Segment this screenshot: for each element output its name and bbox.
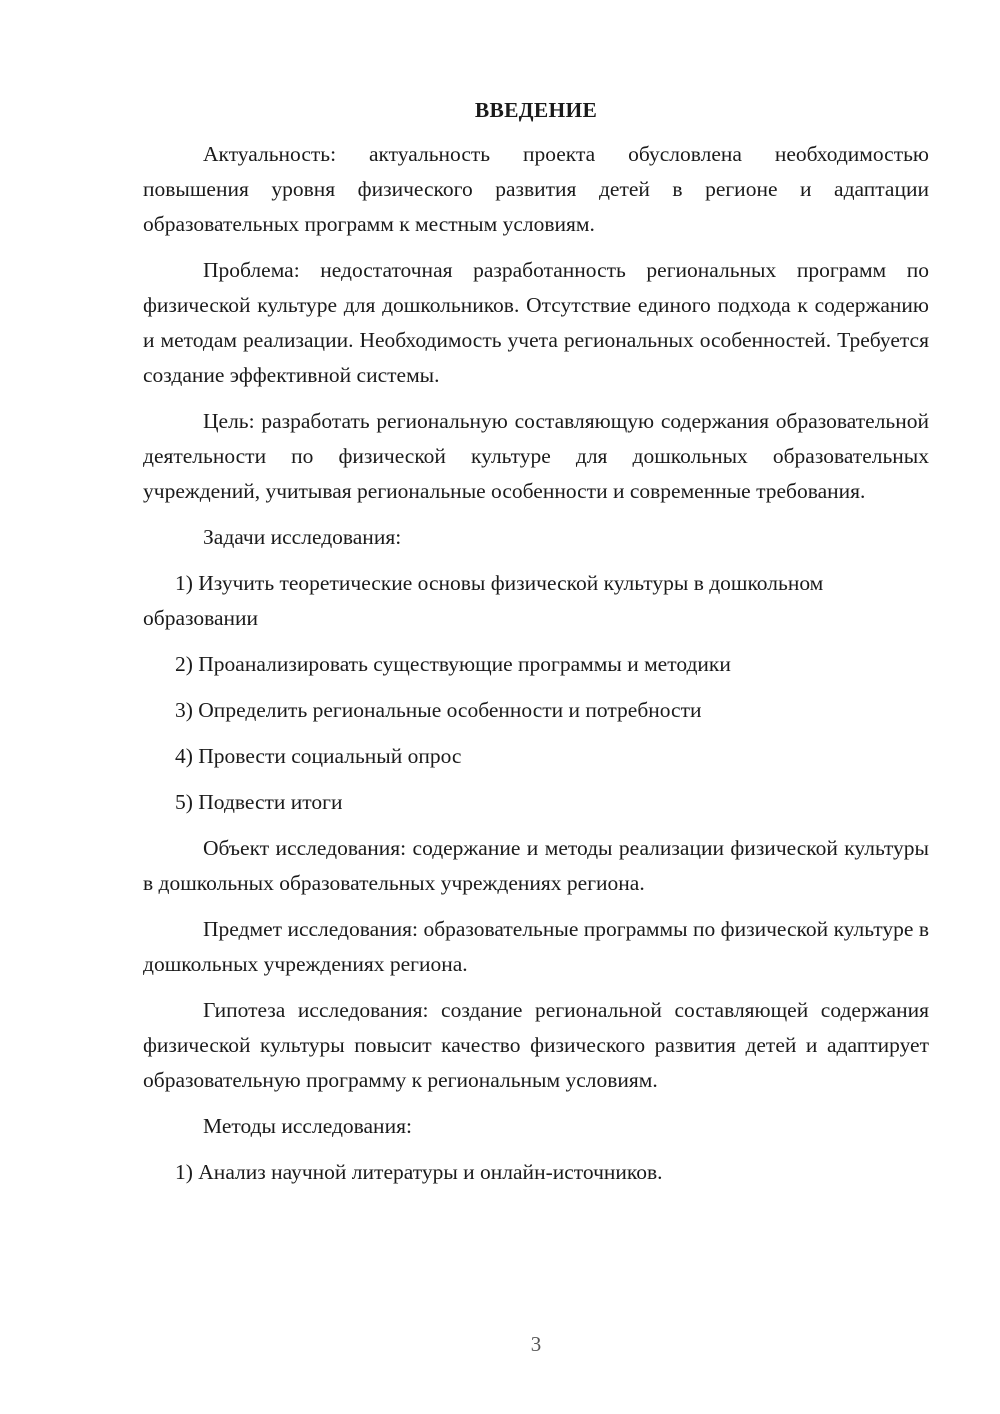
task-item-1: 1) Изучить теоретические основы физической культуры в дошкольном образовании	[143, 571, 824, 630]
page-number: 3	[530, 1332, 542, 1356]
page-title: ВВЕДЕНИЕ	[474, 98, 598, 122]
document-page	[143, 92, 929, 1201]
task-item-5: 5) Подвести итоги	[175, 790, 343, 814]
goal-paragraph: Цель: разработать региональную составляющую содержания образовательной деятельности по физической культуре для дошкольных образовательных учреждений, учитывая региональные особенности и современные требования.	[143, 409, 929, 503]
problem-paragraph: Проблема: недостаточная разработанность региональных программ по физической культуре для дошкольников. Отсутствие единого подхода к содержанию и методам реализации. Необходимость учета региональных особенностей. Требуется создание эффективной системы.	[143, 258, 929, 387]
method-item-1: 1) Анализ научной литературы и онлайн-источников.	[175, 1160, 663, 1184]
object-paragraph: Объект исследования: содержание и методы реализации физической культуры в дошкольных образовательных учреждениях региона.	[143, 836, 929, 895]
subject-paragraph: Предмет исследования: образовательные программы по физической культуре в дошкольных учреждениях региона.	[143, 917, 929, 976]
hypothesis-paragraph: Гипотеза исследования: создание региональной составляющей содержания физической культуры повысит качество физического развития детей и адаптирует образовательную программу к региональным условиям.	[143, 998, 929, 1092]
task-item-3: 3) Определить региональные особенности и потребности	[175, 698, 702, 722]
task-item-2: 2) Проанализировать существующие программы и методики	[175, 652, 731, 676]
relevance-paragraph: Актуальность: актуальность проекта обусловлена необходимостью повышения уровня физического развития детей в регионе и адаптации образовательных программ к местным условиям.	[143, 142, 929, 236]
task-item-4: 4) Провести социальный опрос	[175, 744, 462, 768]
methods-heading: Методы исследования:	[203, 1114, 412, 1138]
tasks-heading: Задачи исследования:	[203, 525, 402, 549]
